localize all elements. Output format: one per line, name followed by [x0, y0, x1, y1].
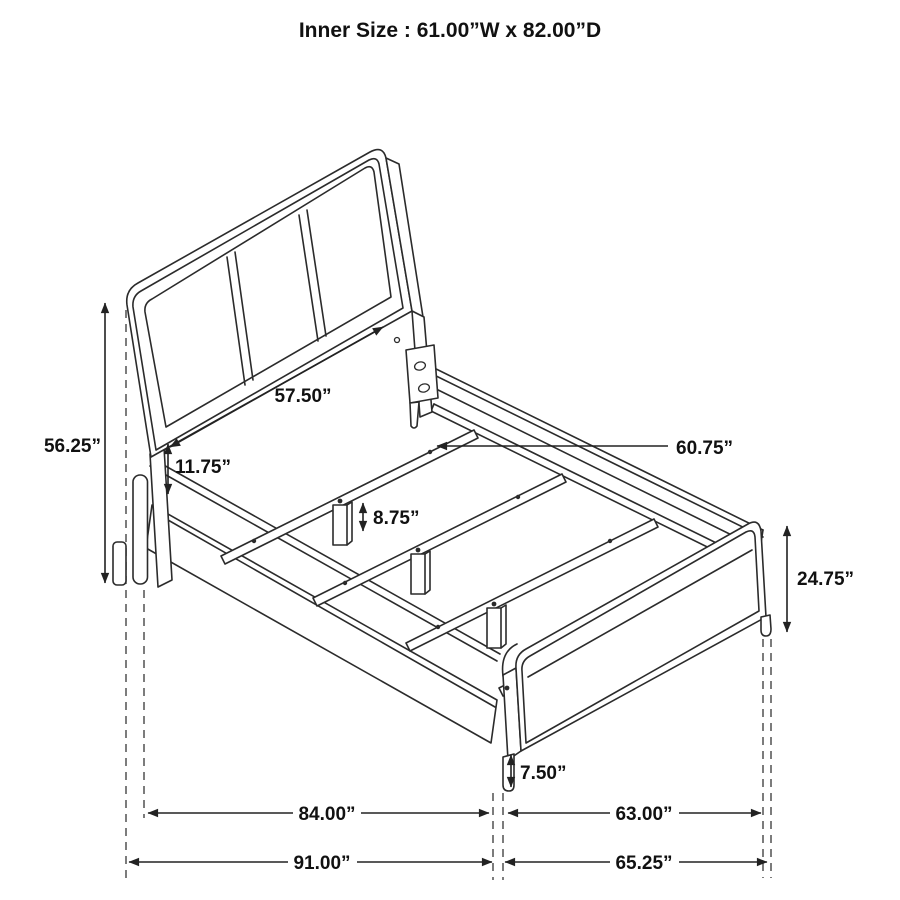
dim-headboard-to-rail: 11.75” — [175, 457, 231, 478]
rail-bracket — [406, 345, 438, 403]
dim-footboard-leg-height: 7.50” — [520, 763, 567, 784]
center-leg-3 — [487, 602, 506, 648]
footboard-face — [516, 522, 766, 751]
dim-overall-width: 65.25” — [615, 853, 673, 874]
dim-headboard-width: 57.50” — [274, 386, 332, 407]
footboard — [503, 522, 771, 791]
footboard-far-leg — [761, 615, 771, 636]
dim-slat-length: 60.75” — [676, 438, 734, 459]
dim-center-leg-height: 8.75” — [373, 508, 420, 529]
dim-footboard-span: 63.00” — [615, 804, 673, 825]
dim-overall-length: 91.00” — [293, 853, 351, 874]
page-title: Inner Size : 61.00”W x 82.00”D — [298, 19, 602, 42]
headboard-rear-leg — [113, 542, 126, 585]
headboard-front-leg — [133, 475, 148, 584]
dim-inner-frame-length: 84.00” — [298, 804, 356, 825]
center-leg-2 — [411, 548, 430, 594]
footboard-near-leg — [503, 754, 514, 791]
headboard-pin-leg — [410, 402, 419, 428]
dim-footboard-height: 24.75” — [797, 569, 855, 590]
center-leg-1 — [333, 499, 352, 545]
dim-overall-height: 56.25” — [43, 436, 101, 457]
headboard-face — [127, 150, 412, 457]
